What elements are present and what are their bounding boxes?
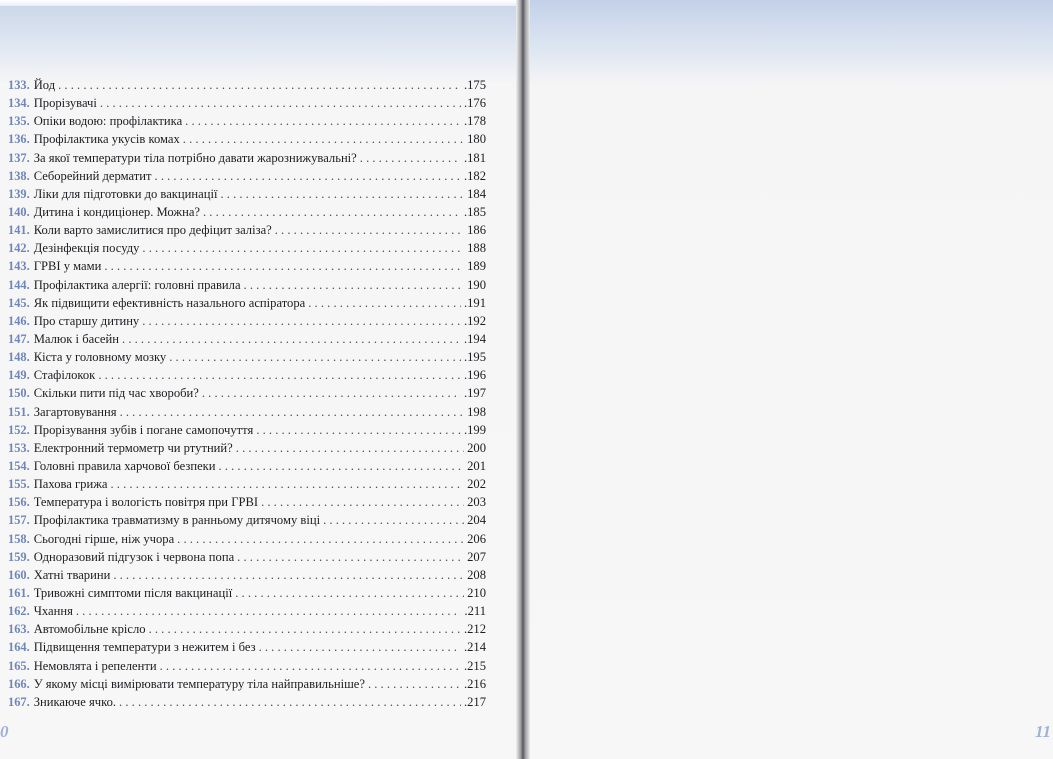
- entry-title: Головні правила харчової безпеки: [33, 458, 216, 473]
- entry-title: Стафілокок: [33, 368, 96, 383]
- entry-number: 154.: [8, 458, 30, 473]
- entry-number: 134.: [8, 96, 30, 111]
- dot-leader: [360, 149, 461, 167]
- toc-entry: [8, 348, 486, 366]
- entry-page: 210: [467, 585, 486, 600]
- entry-title: Опіки водою: профілактика: [33, 114, 183, 129]
- entry-page: 188: [467, 241, 486, 256]
- toc-entry: [8, 566, 486, 584]
- entry-title: Автомобільне крісло: [33, 622, 146, 637]
- dot-leader: [122, 330, 461, 348]
- entry-number: 150.: [8, 386, 30, 401]
- entry-number: 152.: [8, 422, 30, 437]
- dot-leader: [142, 312, 461, 330]
- toc-entry: [8, 439, 486, 457]
- dot-leader: [149, 620, 461, 638]
- toc-entry: [8, 530, 486, 548]
- entry-title: Кіста у головному мозку: [33, 350, 167, 365]
- entry-page: .195: [463, 350, 486, 365]
- entry-page: 204: [467, 513, 486, 528]
- page-top-edge: [0, 0, 516, 6]
- entry-page: .211: [464, 604, 486, 619]
- entry-number: 151.: [8, 404, 30, 419]
- toc-entry: [8, 149, 486, 167]
- dot-leader: [261, 493, 464, 511]
- entry-number: 164.: [8, 640, 30, 655]
- toc-entry: [8, 657, 486, 675]
- dot-leader: [203, 203, 461, 221]
- dot-leader: [142, 239, 464, 257]
- toc-entry: [8, 257, 486, 275]
- entry-page: .175: [463, 78, 486, 92]
- entry-page: .178: [463, 114, 486, 129]
- entry-title: Одноразовий підгузок і червона попа: [33, 549, 235, 564]
- toc-entry: [8, 548, 486, 566]
- entry-title: Дезінфекція посуду: [33, 241, 140, 256]
- entry-title: ГРВІ у мами: [33, 259, 102, 274]
- entry-number: 136.: [8, 132, 30, 147]
- entry-title: Немовлята і репеленти: [33, 658, 157, 673]
- dot-leader: [155, 167, 461, 185]
- toc-entry: [8, 620, 486, 638]
- toc-entry: [8, 330, 486, 348]
- entry-title: Скільки пити під час хвороби?: [33, 386, 199, 401]
- dot-leader: [202, 384, 461, 402]
- dot-leader: [76, 602, 462, 620]
- entry-title: Пахова грижа: [33, 477, 108, 492]
- toc-entry: [8, 457, 486, 475]
- entry-page: .194: [463, 331, 486, 346]
- entry-title: Коли варто замислитися про дефіцит заліза?: [33, 223, 272, 238]
- entry-page: .185: [463, 204, 486, 219]
- entry-title: Хатні тварини: [33, 567, 111, 582]
- entry-title: Тривожні симптоми після вакцинації: [33, 585, 233, 600]
- toc-list-left: [8, 76, 486, 711]
- entry-number: 156.: [8, 495, 30, 510]
- entry-number: 147.: [8, 331, 30, 346]
- toc-entry: [8, 239, 486, 257]
- entry-page: 198: [467, 404, 486, 419]
- entry-title: Себорейний дерматит: [33, 168, 152, 183]
- dot-leader: [183, 130, 464, 148]
- entry-page: .215: [463, 658, 486, 673]
- entry-number: 153.: [8, 440, 30, 455]
- entry-title: Електронний термометр чи ртутний?: [33, 440, 233, 455]
- entry-number: 167.: [8, 694, 30, 709]
- entry-page: .182: [463, 168, 486, 183]
- dot-leader: [111, 475, 465, 493]
- toc-entry: [8, 675, 486, 693]
- entry-number: 141.: [8, 223, 30, 238]
- entry-number: 144.: [8, 277, 30, 292]
- dot-leader: [169, 348, 461, 366]
- entry-page: .216: [463, 676, 486, 691]
- toc-entry: [8, 294, 486, 312]
- dot-leader: [236, 439, 464, 457]
- entry-title: Профілактика алергії: головні правила: [33, 277, 241, 292]
- left-page: [0, 0, 520, 759]
- dot-leader: [120, 403, 465, 421]
- book-gutter: [516, 0, 530, 759]
- dot-leader: [220, 185, 464, 203]
- entry-page: .217: [463, 694, 486, 709]
- entry-number: 159.: [8, 549, 30, 564]
- entry-number: 161.: [8, 585, 30, 600]
- entry-title: Загартовування: [33, 404, 117, 419]
- entry-number: 142.: [8, 241, 30, 256]
- entry-number: 139.: [8, 186, 30, 201]
- entry-page: 208: [467, 567, 486, 582]
- entry-title: У якому місці вимірювати температуру тіла найправильніше?: [33, 676, 365, 691]
- entry-page: .181: [463, 150, 486, 165]
- entry-title: Йод: [33, 78, 56, 92]
- entry-number: 162.: [8, 604, 30, 619]
- dot-leader: [275, 221, 464, 239]
- entry-page: .176: [463, 96, 486, 111]
- entry-page: .212: [463, 622, 486, 637]
- entry-number: 160.: [8, 567, 30, 582]
- toc-entry: [8, 76, 486, 94]
- entry-title: Профілактика укусів комах: [33, 132, 180, 147]
- entry-title: Прорізування зубів і погане самопочуття: [33, 422, 254, 437]
- entry-page: .199: [463, 422, 486, 437]
- entry-title: Прорізувачі: [33, 96, 97, 111]
- dot-leader: [219, 457, 465, 475]
- entry-number: 143.: [8, 259, 30, 274]
- entry-page: 186: [467, 223, 486, 238]
- dot-leader: [323, 511, 464, 529]
- dot-leader: [256, 421, 461, 439]
- entry-page: .197: [463, 386, 486, 401]
- toc-entry: [8, 112, 486, 130]
- toc-entry: [8, 276, 486, 294]
- entry-title: Ліки для підготовки до вакцинації: [33, 186, 218, 201]
- entry-number: 157.: [8, 513, 30, 528]
- entry-number: 133.: [8, 78, 30, 92]
- entry-number: 158.: [8, 531, 30, 546]
- entry-number: 149.: [8, 368, 30, 383]
- toc-entry: [8, 493, 486, 511]
- entry-page: 201: [467, 458, 486, 473]
- entry-title: Про старшу дитину: [33, 313, 140, 328]
- entry-title: Температура і вологість повітря при ГРВІ: [33, 495, 259, 510]
- entry-number: 165.: [8, 658, 30, 673]
- entry-number: 138.: [8, 168, 30, 183]
- toc-entry: [8, 602, 486, 620]
- entry-number: 137.: [8, 150, 30, 165]
- dot-leader: [160, 657, 461, 675]
- entry-page: 190: [467, 277, 486, 292]
- entry-title: Як підвищити ефективність назального аспіратора: [33, 295, 306, 310]
- entry-page: 184: [467, 186, 486, 201]
- entry-title: Малюк і басейн: [33, 331, 120, 346]
- entry-title: Зникаюче ячко.: [33, 694, 117, 709]
- dot-leader: [368, 675, 461, 693]
- entry-page: .192: [463, 313, 486, 328]
- dot-leader: [244, 276, 465, 294]
- dot-leader: [100, 94, 461, 112]
- dot-leader: [119, 693, 461, 711]
- entry-number: 145.: [8, 295, 30, 310]
- entry-page: 203: [467, 495, 486, 510]
- entry-title: Сьогодні гірше, ніж учора: [33, 531, 175, 546]
- toc-entry: [8, 384, 486, 402]
- entry-page: 189: [467, 259, 486, 274]
- dot-leader: [185, 112, 461, 130]
- toc-entry: [8, 312, 486, 330]
- entry-page: 200: [467, 440, 486, 455]
- page-number: 11: [1034, 722, 1051, 741]
- entry-number: 148.: [8, 350, 30, 365]
- toc-entry: [8, 584, 486, 602]
- toc-entry: [8, 421, 486, 439]
- entry-title: Чхання: [33, 604, 73, 619]
- toc-entry: [8, 475, 486, 493]
- toc-entry: [8, 511, 486, 529]
- dot-leader: [104, 257, 464, 275]
- toc-entry: [8, 130, 486, 148]
- entry-title: Дитина і кондиціонер. Можна?: [33, 204, 200, 219]
- dot-leader: [308, 294, 461, 312]
- entry-page: 206: [467, 531, 486, 546]
- dot-leader: [237, 548, 464, 566]
- entry-title: За якої температури тіла потрібно давати жарознижувальні?: [33, 150, 357, 165]
- toc-entry: [8, 185, 486, 203]
- toc-entry: [8, 366, 486, 384]
- entry-page: 202: [467, 477, 486, 492]
- dot-leader: [259, 638, 461, 656]
- dot-leader: [235, 584, 464, 602]
- entry-page: .191: [463, 295, 486, 310]
- toc-entry: [8, 403, 486, 421]
- entry-number: 166.: [8, 676, 30, 691]
- toc-entry: [8, 203, 486, 221]
- entry-page: .214: [463, 640, 486, 655]
- entry-number: 163.: [8, 622, 30, 637]
- dot-leader: [58, 76, 461, 94]
- entry-page: .196: [463, 368, 486, 383]
- toc-entry: [8, 638, 486, 656]
- page-number: 0: [0, 722, 9, 741]
- toc-entry: [8, 221, 486, 239]
- dot-leader: [113, 566, 464, 584]
- dot-leader: [98, 366, 461, 384]
- entry-number: 135.: [8, 114, 30, 129]
- toc-entry: [8, 94, 486, 112]
- entry-title: Профілактика травматизму в ранньому дитячому віці: [33, 513, 321, 528]
- entry-number: 146.: [8, 313, 30, 328]
- right-page: [526, 0, 1053, 759]
- toc-entry: [8, 693, 486, 711]
- entry-number: 155.: [8, 477, 30, 492]
- entry-page: 180: [467, 132, 486, 147]
- entry-page: 207: [467, 549, 486, 564]
- entry-title: Підвищення температури з нежитем і без: [33, 640, 256, 655]
- toc-entry: [8, 167, 486, 185]
- dot-leader: [177, 530, 464, 548]
- entry-number: 140.: [8, 204, 30, 219]
